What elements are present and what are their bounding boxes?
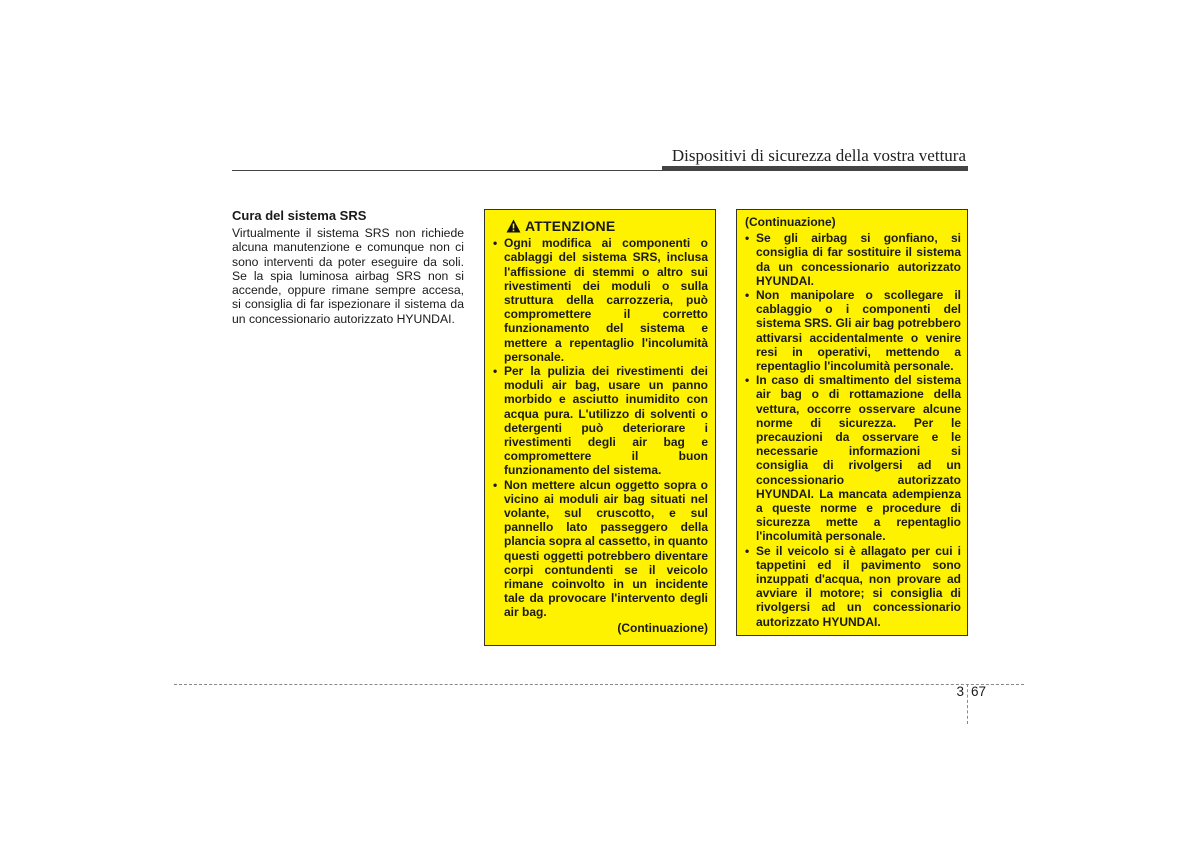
warning-box-attenzione	[484, 209, 716, 646]
list-item: • Se il veicolo si è allagato per cui i tappetini ed il pavimento sono inzuppati d'acqua, non provare ad avviare il motore; si consiglia di rivolgersi ad un concessionario autorizzato HYUNDAI.	[743, 544, 961, 629]
list-item: • Non manipolare o scollegare il cablaggio o i componenti del sistema SRS. Gli air bag potrebbero attivarsi accidentalmente o venire resi in operativi, mettendo a repentaglio l'incolumità personale.	[743, 288, 961, 373]
list-item: • Se gli airbag si gonfiano, si consiglia di far sostituire il sistema da un concessionario autorizzato HYUNDAI.	[743, 231, 961, 288]
warning-header	[506, 219, 708, 233]
list-item: • In caso di smaltimento del sistema air bag o di rottamazione della vettura, occorre osservare alcune norme di sicurezza. Per le precauzioni da osservare e le necessarie informazioni si consiglia di rivolgersi ad un concessionario autorizzato HYUNDAI. La mancata adempienza a queste norme e procedure di sicurezza mette a repentaglio l'incolumità personale.	[743, 373, 961, 543]
list-item: • Non mettere alcun oggetto sopra o vicino ai moduli air bag situati nel volante, sul cruscotto, e sul pannello lato passeggero della plancia sopra al cassetto, in quanto questi oggetti potrebbero diventare corpi contundenti se il veicolo rimane coinvolto in un incidente tale da provocare l'intervento degli air bag.	[491, 478, 708, 620]
section-heading: Cura del sistema SRS	[232, 208, 367, 223]
page-header-title: Dispositivi di sicurezza della vostra vettura	[671, 146, 966, 165]
chapter-number: 3	[956, 684, 964, 699]
list-item: • Per la pulizia dei rivestimenti dei moduli air bag, usare un panno morbido e asciutto inumidito con acqua pura. L'utilizzo di solventi o detergenti può deteriorare i rivestimenti degli air bag e compromettere il buon funzionamento del sistema.	[491, 364, 708, 478]
page-number: 67	[971, 684, 987, 699]
warning-triangle-icon	[506, 219, 521, 233]
left-column	[232, 208, 464, 326]
section-body: Virtualmente il sistema SRS non richiede alcuna manutenzione e comunque non ci sono interventi da poter eseguire da soli. Se la spia luminosa airbag SRS non si accende, oppure rimane sempre accesa, si consiglia di far ispezionare il sistema da un concessionario autorizzato HYUNDAI.	[232, 226, 464, 326]
list-item: • Ogni modifica ai componenti o cablaggi del sistema SRS, inclusa l'affissione di stemmi o altro sui rivestimenti dei moduli o sulla struttura della carrozzeria, può compromettere il corretto funzionamento del sistema e mettere a repentaglio l'incolumità personale.	[491, 236, 708, 364]
page-number-divider	[967, 684, 968, 724]
continued-label: (Continuazione)	[745, 215, 836, 229]
footer-rule	[174, 684, 1024, 685]
warning-list-2	[743, 231, 961, 629]
warning-list-1	[491, 236, 708, 619]
warning-box-continued	[736, 209, 968, 636]
header-rule-thin	[232, 170, 662, 171]
continued-label: (Continuazione)	[617, 620, 708, 635]
warning-title: ATTENZIONE	[525, 218, 616, 234]
header-rule-thick	[662, 166, 968, 171]
